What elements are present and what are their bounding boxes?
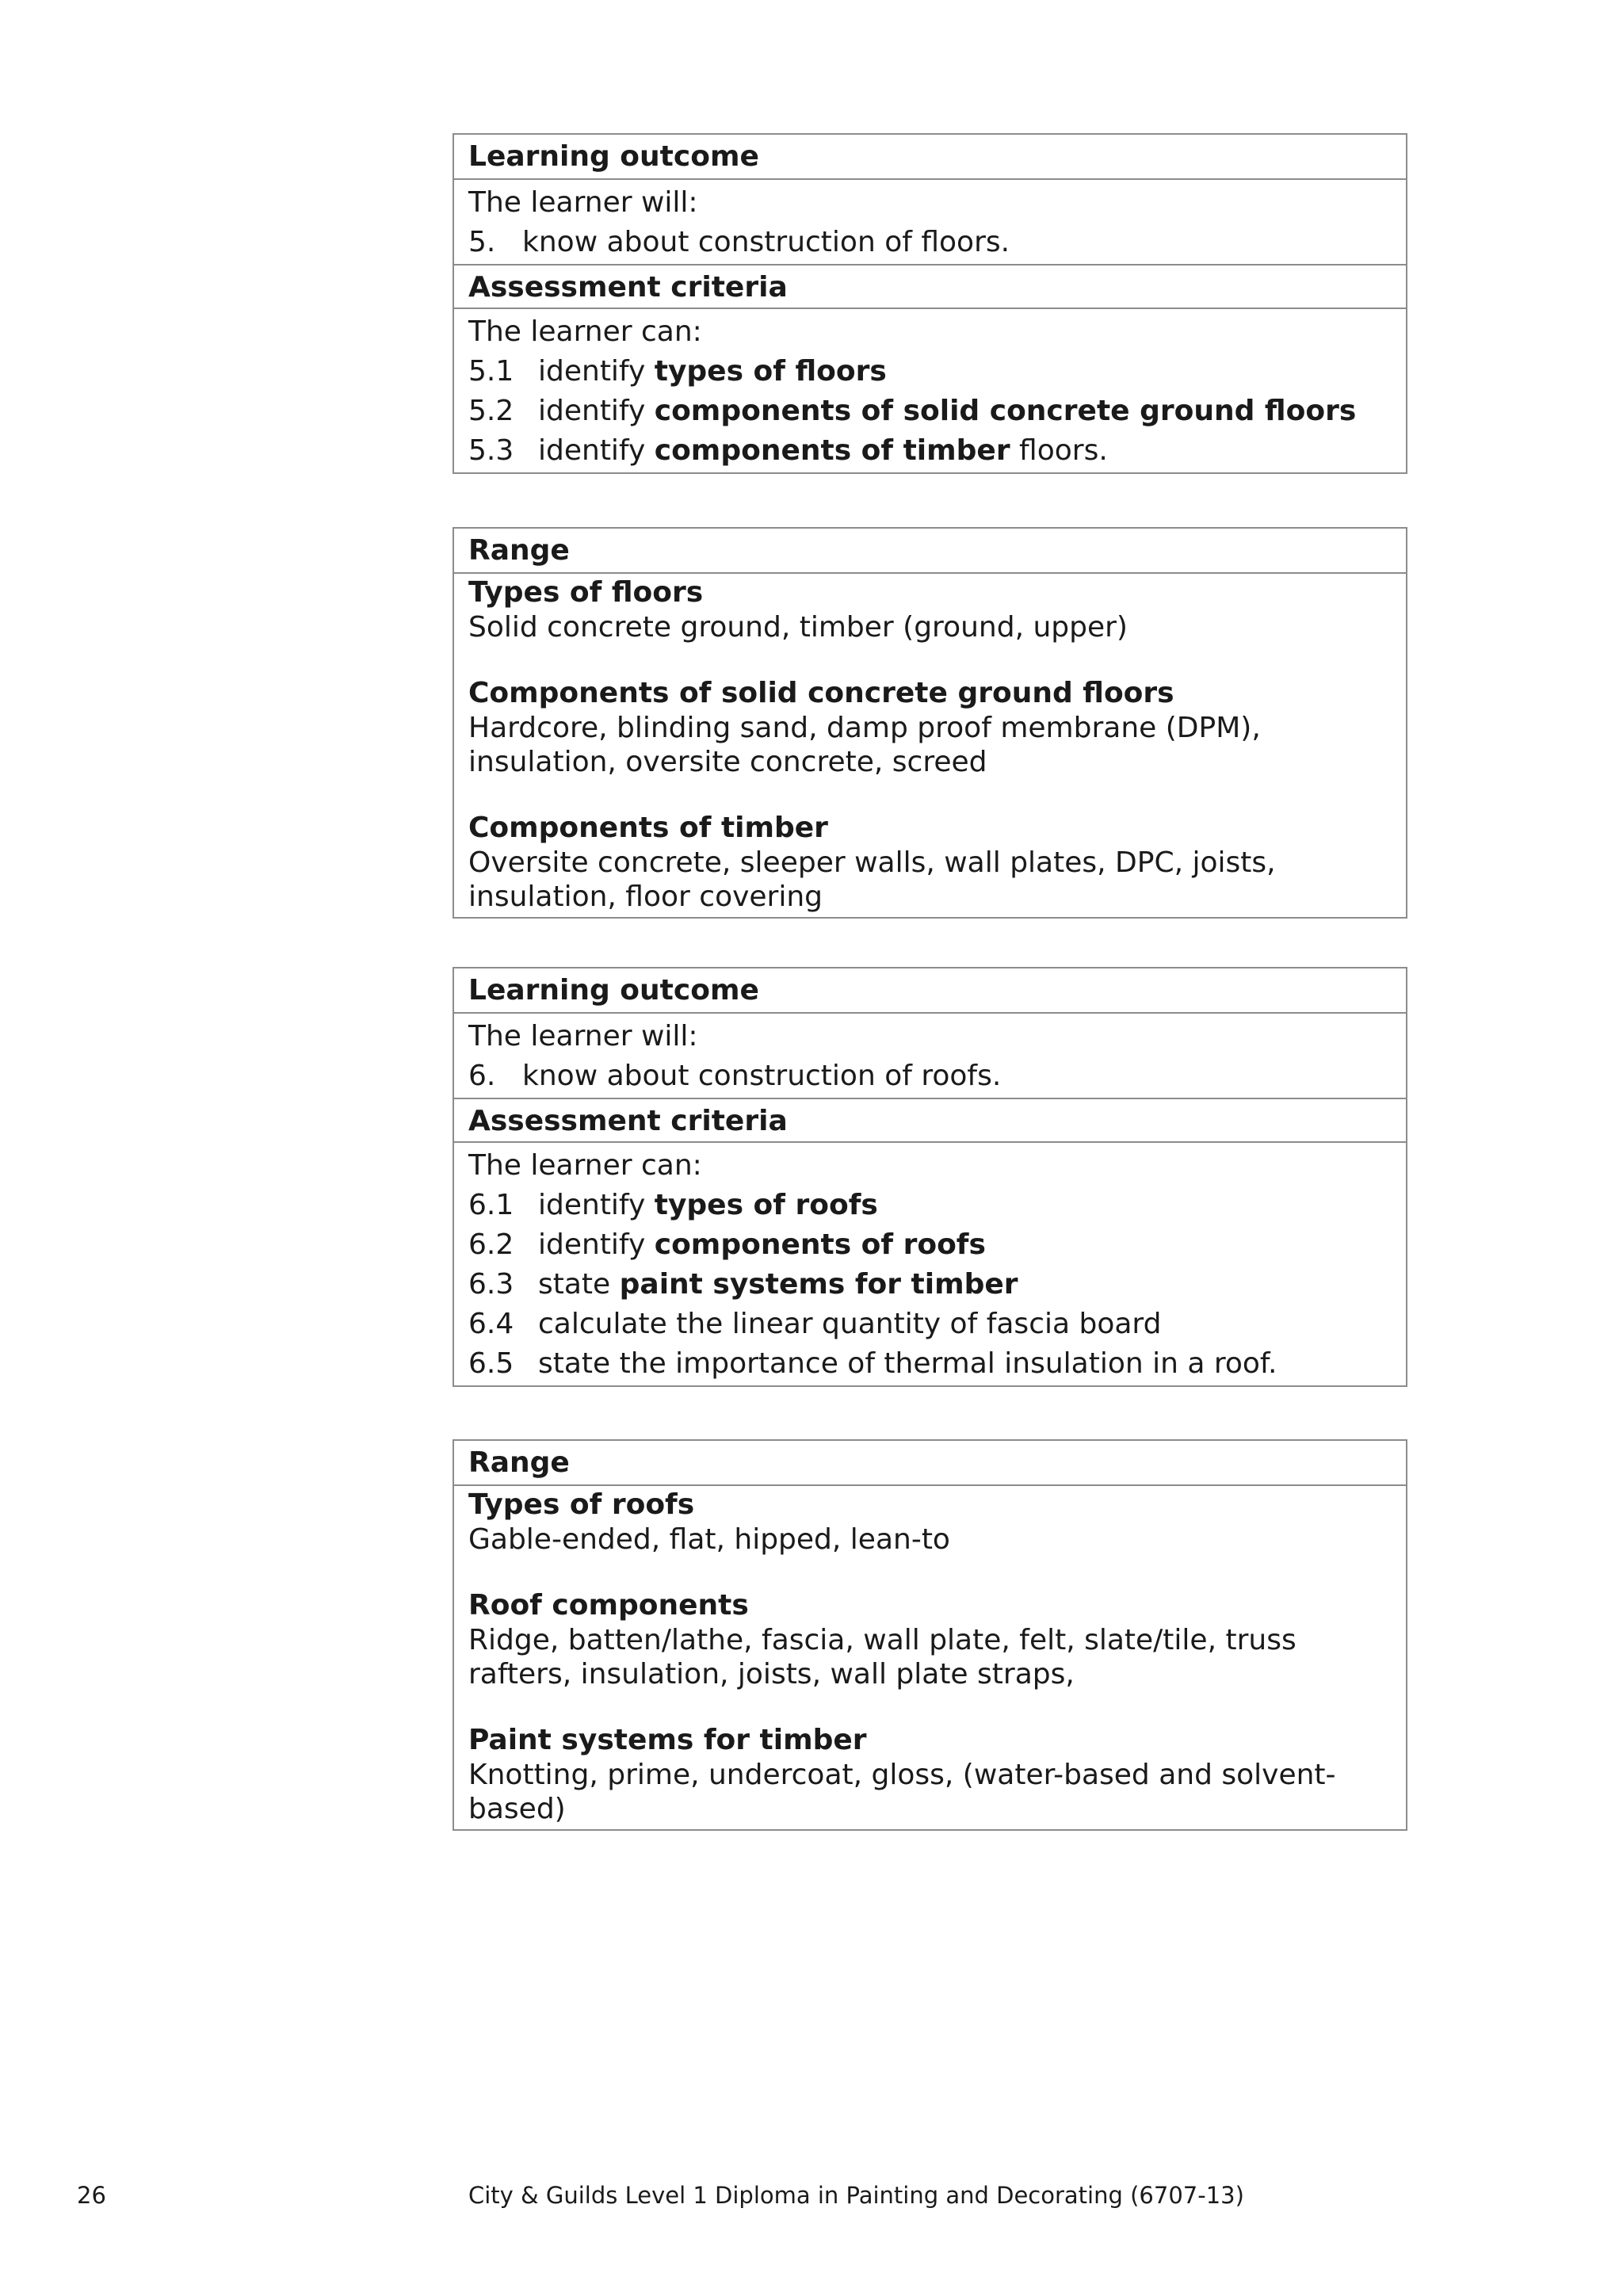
range-body: [454, 1486, 1406, 1829]
outcome-item: 5. know about construction of floors.: [468, 226, 1010, 258]
learner-will-intro: The learner will:: [468, 1020, 698, 1052]
assessment-criteria-body: [454, 1143, 1406, 1385]
criterion-5-3: 5.3 identify components of timber floors.: [468, 434, 1108, 467]
criterion-6-5: 6.5 state the importance of thermal insulation in a roof.: [468, 1347, 1277, 1380]
learning-outcome-header: Learning outcome: [454, 968, 1406, 1014]
outcome-item: 6. know about construction of roofs.: [468, 1060, 1002, 1092]
footer-title: City & Guilds Level 1 Diploma in Painting and Decorating (6707-13): [468, 2182, 1244, 2209]
criterion-6-2: 6.2 identify components of roofs: [468, 1228, 986, 1261]
range-item-title: Types of floors: [468, 576, 704, 609]
range-item-body: Hardcore, blinding sand, damp proof membrane (DPM), insulation, oversite concrete, screed: [468, 712, 1261, 778]
learning-outcome-5-table: [453, 133, 1407, 474]
learner-can-intro: The learner can:: [468, 1149, 702, 1182]
criterion-5-2: 5.2 identify components of solid concrete ground floors: [468, 395, 1357, 427]
range-item-title: Types of roofs: [468, 1488, 695, 1521]
criterion-6-1: 6.1 identify types of roofs: [468, 1189, 878, 1221]
page-number: 26: [77, 2182, 106, 2209]
range-item-body: Ridge, batten/lathe, fascia, wall plate, felt, slate/tile, truss rafters, insulation, joists, wall plate straps,: [468, 1624, 1296, 1690]
learning-outcome-body: [454, 180, 1406, 264]
range-body: [454, 574, 1406, 917]
range-5-table: [453, 527, 1407, 919]
criterion-5-1: 5.1 identify types of floors: [468, 355, 887, 388]
learning-outcome-header: Learning outcome: [454, 135, 1406, 180]
range-item-title: Components of solid concrete ground floors: [468, 677, 1174, 709]
criterion-6-3: 6.3 state paint systems for timber: [468, 1268, 1018, 1301]
learner-will-intro: The learner will:: [468, 186, 698, 219]
range-item-body: Oversite concrete, sleeper walls, wall plates, DPC, joists, insulation, floor covering: [468, 846, 1276, 913]
range-item-body: Solid concrete ground, timber (ground, upper): [468, 611, 1128, 644]
learning-outcome-6-table: [453, 967, 1407, 1387]
learner-can-intro: The learner can:: [468, 315, 702, 348]
range-item-title: Paint systems for timber: [468, 1724, 867, 1756]
range-item-title: Components of timber: [468, 812, 828, 844]
assessment-criteria-body: [454, 309, 1406, 472]
assessment-criteria-header: Assessment criteria: [454, 1098, 1406, 1143]
range-item-body: Knotting, prime, undercoat, gloss, (water-based and solvent-based): [468, 1759, 1336, 1825]
range-item-title: Roof components: [468, 1589, 749, 1622]
assessment-criteria-header: Assessment criteria: [454, 264, 1406, 309]
range-6-table: [453, 1439, 1407, 1831]
range-item-body: Gable-ended, flat, hipped, lean-to: [468, 1523, 950, 1556]
criterion-6-4: 6.4 calculate the linear quantity of fascia board: [468, 1308, 1162, 1340]
range-header: Range: [454, 1441, 1406, 1486]
learning-outcome-body: [454, 1014, 1406, 1098]
range-header: Range: [454, 529, 1406, 574]
